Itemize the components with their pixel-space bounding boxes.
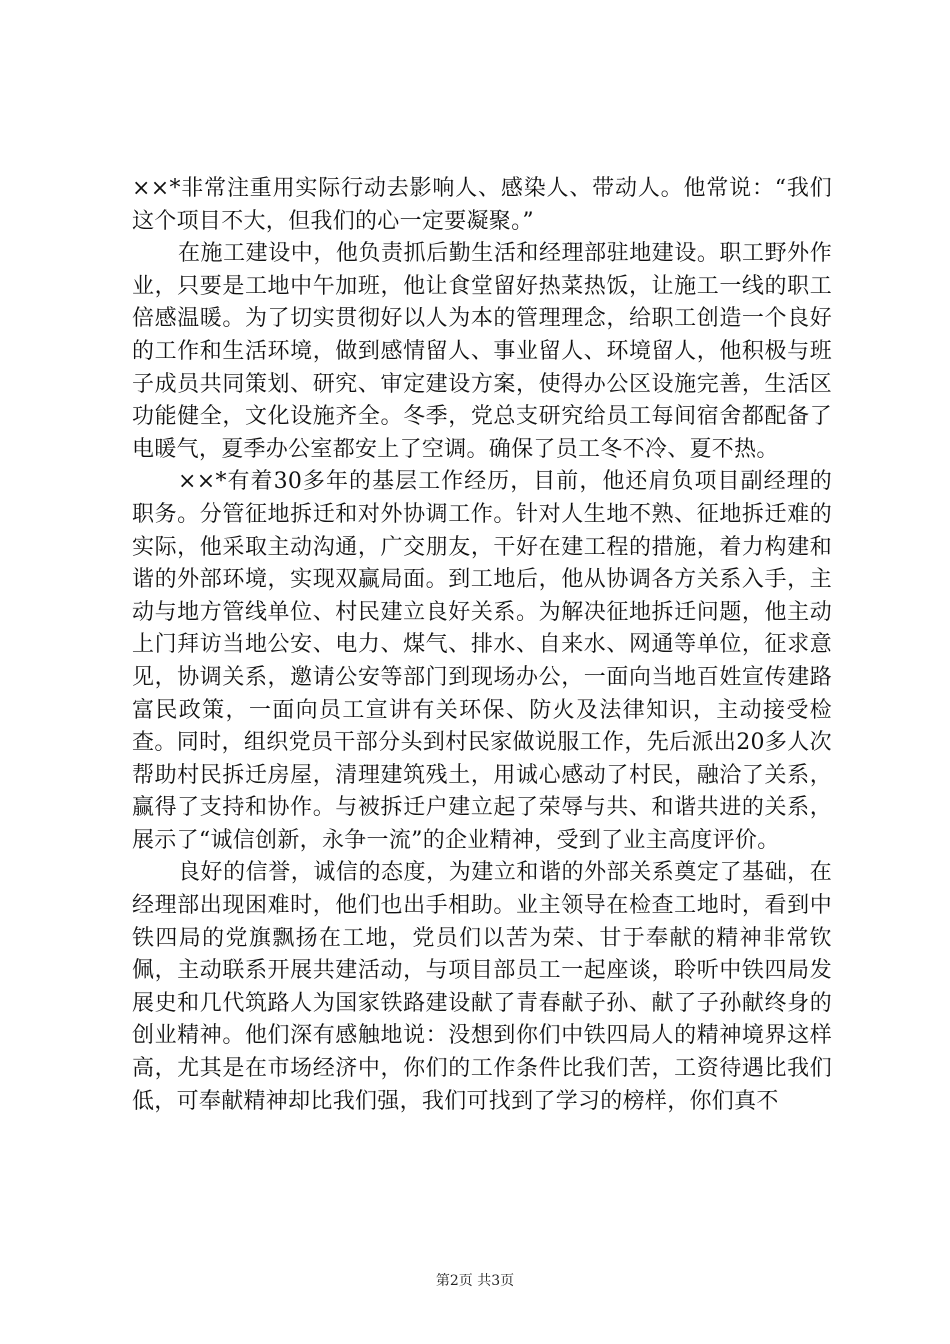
paragraph-4: 良好的信誉，诚信的态度，为建立和谐的外部关系奠定了基础，在经理部出现困难时，他们也出手相助。业主领导在检查工地时，看到中铁四局的党旗飘扬在工地，党员们以苦为荣、甘于奉献的精神非常钦佩，主动联系开展共建活动，与项目部员工一起座谈，聆听中铁四局发展史和几代筑路人为国家铁路建设献了青春献子孙、献了子孙献终身的创业精神。他们深有感触地说：没想到你们中铁四局人的精神境界这样高，尤其是在市场经济中，你们的工作条件比我们苦，工资待遇比我们低，可奉献精神却比我们强，我们可找到了学习的榜样，你们真不 <box>132 860 832 1114</box>
page-number-footer: 第2页 共3页 <box>435 1273 515 1289</box>
paragraph-1: ××*非常注重用实际行动去影响人、感染人、带动人。他常说：“我们这个项目不大，但我们的心一定要凝聚。” <box>132 176 832 234</box>
document-body <box>132 173 832 1118</box>
paragraph-3: ××*有着30多年的基层工作经历，目前，他还肩负项目副经理的职务。分管征地拆迁和对外协调工作。针对人生地不熟、征地拆迁难的实际，他采取主动沟通，广交朋友，干好在建工程的措施，着力构建和谐的外部环境，实现双赢局面。到工地后，他从协调各方关系入手，主动与地方管线单位、村民建立良好关系。为解决征地拆迁问题，他主动上门拜访当地公安、电力、煤气、排水、自来水、网通等单位，征求意见，协调关系，邀请公安等部门到现场办公，一面向当地百姓宣传建路富民政策，一面向员工宣讲有关环保、防火及法律知识，主动接受检查。同时，组织党员干部分头到村民家做说服工作，先后派出20多人次帮助村民拆迁房屋，清理建筑残土，用诚心感动了村民，融洽了关系，赢得了支持和协作。与被拆迁户建立起了荣辱与共、和谐共进的关系，展示了“诚信创新，永争一流”的企业精神，受到了业主高度评价。 <box>132 469 832 853</box>
paragraph-2: 在施工建设中，他负责抓后勤生活和经理部驻地建设。职工野外作业，只要是工地中午加班，他让食堂留好热菜热饭，让施工一线的职工倍感温暖。为了切实贯彻好以人为本的管理理念，给职工创造一个良好的工作和生活环境，做到感情留人、事业留人、环境留人，他积极与班子成员共同策划、研究、审定建设方案，使得办公区设施完善，生活区功能健全，文化设施齐全。冬季，党总支研究给员工每间宿舍都配备了电暖气，夏季办公室都安上了空调。确保了员工冬不冷、夏不热。 <box>132 241 832 462</box>
